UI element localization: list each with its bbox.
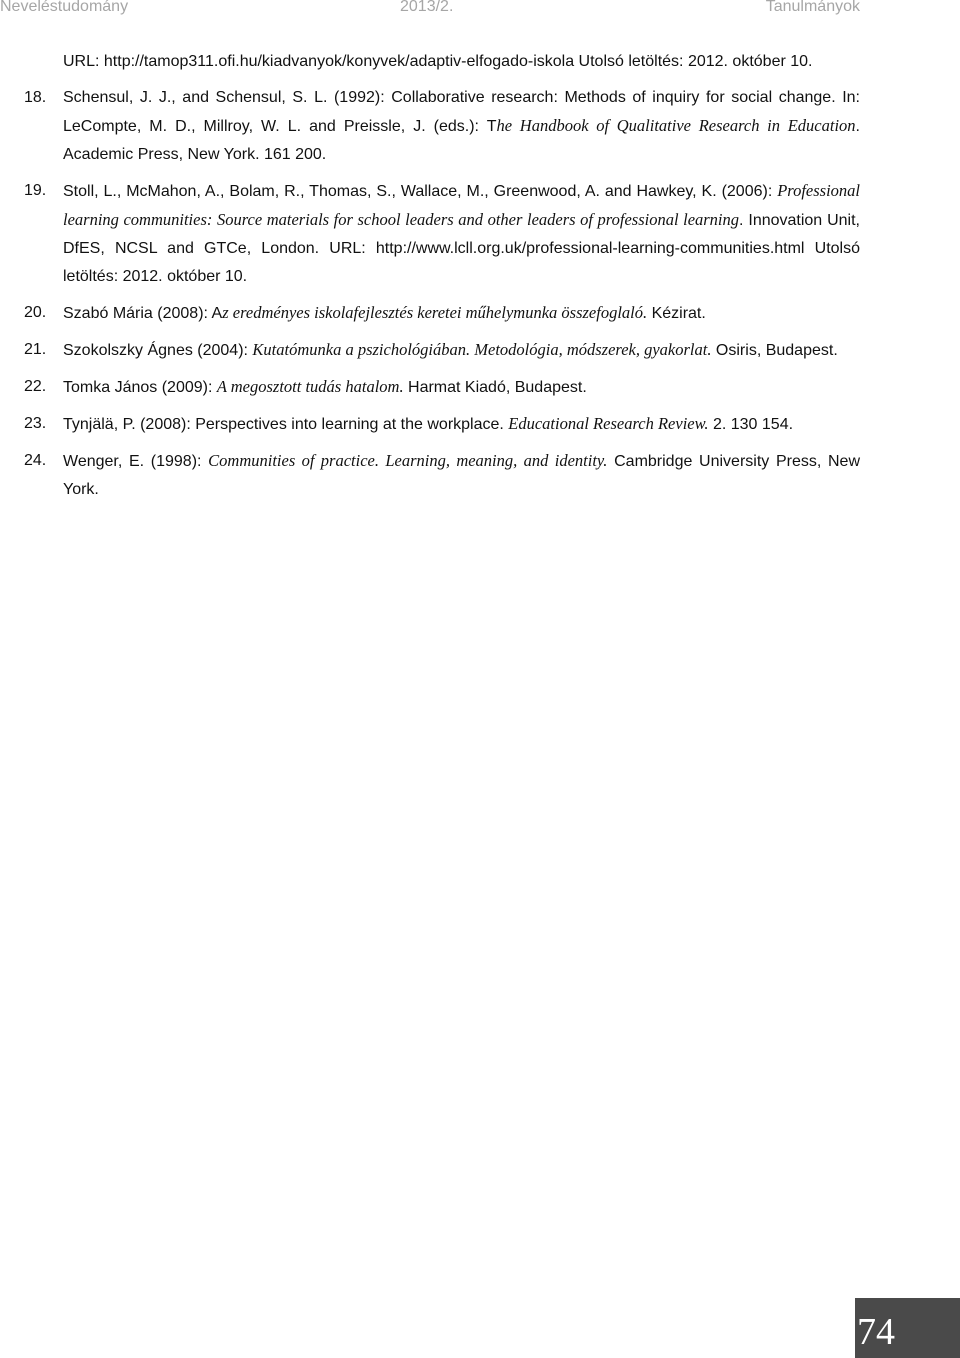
- reference-23: [0, 410, 860, 439]
- reference-title: Professional learning communities: Source materials for school leaders and other leaders of professional learning: [63, 181, 860, 229]
- reference-title: he Handbook of Qualitative Research in Education: [496, 116, 856, 135]
- reference-21: [0, 336, 860, 365]
- reference-title: Kutatómunka a pszichológiában. Metodológia, módszerek, gyakorlat.: [252, 340, 712, 359]
- reference-text: Schensul, J. J., and Schensul, S. L. (1992): Collaborative research: Methods of inquiry for social change. In: LeCompte, M. D., Millroy, W. L. and Preissle, J. (eds.): The Handbook of Qualitative Research in Education. Academic Press, New York. 161 200.: [63, 89, 860, 163]
- running-header: [0, 0, 960, 22]
- journal-name: Neveléstudomány: [0, 0, 129, 15]
- reference-text: Tomka János (2009): A megosztott tudás hatalom. Harmat Kiadó, Budapest.: [63, 377, 587, 396]
- reference-list: [0, 48, 960, 512]
- reference-title: Communities of practice. Learning, meaning, and identity.: [208, 451, 608, 470]
- reference-number: 23.: [24, 415, 47, 432]
- reference-number: 24.: [24, 452, 47, 469]
- reference-text: Szokolszky Ágnes (2004): Kutatómunka a pszichológiában. Metodológia, módszerek, gyakorlat. Osiris, Budapest.: [63, 340, 838, 359]
- reference-text: Szabó Mária (2008): Az eredményes iskolafejlesztés keretei műhelymunka összefoglaló. Kézirat.: [63, 303, 706, 322]
- reference-number: 20.: [24, 304, 47, 321]
- reference-number: 21.: [24, 341, 47, 358]
- reference-20: [0, 299, 860, 328]
- reference-number: 18.: [24, 89, 47, 106]
- reference-text: Wenger, E. (1998): Communities of practice. Learning, meaning, and identity. Cambridge University Press, New York.: [63, 451, 860, 498]
- reference-title: z eredményes iskolafejlesztés keretei műhelymunka összefoglaló.: [222, 303, 648, 322]
- section-name: Tanulmányok: [765, 0, 860, 15]
- reference-number: 19.: [24, 182, 47, 199]
- reference-22: [0, 373, 860, 402]
- reference-19: [0, 177, 860, 291]
- issue-number: 2013/2.: [400, 0, 454, 15]
- reference-number: 22.: [24, 378, 47, 395]
- reference-text: URL: http://tamop311.ofi.hu/kiadvanyok/konyvek/adaptiv-elfogado-iskola Utolsó letöltés: 2012. október 10.: [63, 53, 813, 70]
- reference-17-continuation: [0, 48, 860, 76]
- reference-24: [0, 447, 860, 504]
- reference-18: [0, 84, 860, 169]
- reference-title: A megosztott tudás hatalom.: [216, 377, 404, 396]
- reference-title: Educational Research Review.: [508, 414, 709, 433]
- page-number-box: [855, 1298, 960, 1358]
- page-number: 74: [857, 1311, 895, 1353]
- reference-text: Stoll, L., McMahon, A., Bolam, R., Thomas, S., Wallace, M., Greenwood, A. and Hawkey, K. (2006): Professional learning communities: Source materials for school leaders and other leaders of professional learning. Innovation Unit, DfES, NCSL and GTCe, London. URL: http://www.lcll.org.uk/professional-learning-communities.html Utolsó letöltés: 2012. október 10.: [63, 181, 860, 285]
- reference-text: Tynjälä, P. (2008): Perspectives into learning at the workplace. Educational Research Review. 2. 130 154.: [63, 414, 794, 433]
